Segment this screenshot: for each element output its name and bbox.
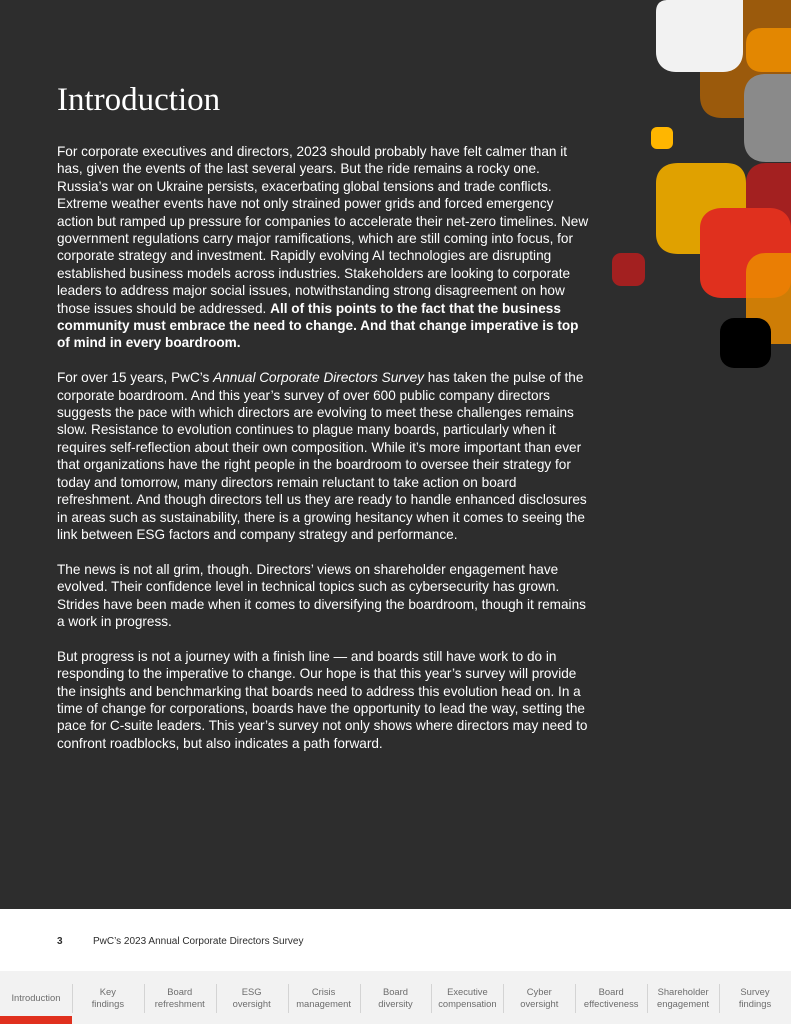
body-paragraph	[57, 561, 589, 631]
paragraph-text: The news is not all grim, though. Directors’ views on shareholder engagement have evolved. Their confidence level in technical topics such as cybersecurity has grown. Strides have been made when it comes to diversifying the boardroom, though it remains a work in progress.	[57, 561, 586, 629]
decor-small-red-shape	[612, 253, 645, 286]
decor-small-gold-shape	[651, 127, 673, 149]
nav-tab-board-diversity[interactable]: Board diversity	[360, 971, 432, 1024]
body-paragraph	[57, 369, 589, 543]
paragraph-text: But progress is not a journey with a finish line — and boards still have work to do in responding to the imperative to change. Our hope is that this year’s survey will provide the insights and benchmarking that boards need to address this evolution head on. In a time of change for corporations, boards have the opportunity to lead the way, setting the pace for C-suite leaders. This year’s survey not only shows where directors may need to confront roadblocks, but also indicates a path forward.	[57, 648, 588, 751]
nav-tab-survey-findings[interactable]: Survey findings	[719, 971, 791, 1024]
page-title: Introduction	[57, 82, 221, 118]
decor-white-shape	[656, 0, 743, 72]
nav-tab-board-refreshment[interactable]: Board refreshment	[144, 971, 216, 1024]
paragraph-text: For over 15 years, PwC’s	[57, 370, 214, 386]
paragraph-text: has taken the pulse of the corporate boardroom. And this year’s survey of over 600 public company directors suggests the pace with which directors are evolving to meet these challenges remains slow. Resistance to evolution continues to plague many boards, particularly when it requires self-reflection about their own composition. While it’s more important than ever that organizations have the right people in the boardroom to oversee their strategy for today and tomorrow, many directors remain reluctant to take action on board refreshment. And though directors tell us they are ready to handle enhanced disclosures in areas such as sustainability, there is a growing hesitancy when it comes to seeing the link between ESG factors and company strategy and performance.	[57, 370, 587, 542]
paragraph-text: For corporate executives and directors, 2023 should probably have felt calmer than it has, given the events of the last several years. But the ride remains a rocky one. Russia’s war on Ukraine persists, exacerbating global tensions and trade conflicts. Extreme weather events have not only strained power grids and forced emergency action but ramped up pressure for companies to accelerate their net-zero timelines. New government regulations carry major ramifications, which are still coming into focus, for corporate strategy and investment. Rapidly evolving AI technologies are disrupting established business models across industries. Stakeholders are looking to corporate leaders to address major social issues, notwithstanding strong disagreement on how those issues should be addressed.	[57, 144, 589, 316]
nav-tab-shareholder-engagement[interactable]: Shareholder engagement	[647, 971, 719, 1024]
paragraph-emphasis: All of this points to the fact that the business community must embrace the need to change. And that change imperative is top of mind in every boardroom.	[57, 300, 579, 351]
section-navigation	[0, 971, 791, 1024]
page-footer	[57, 936, 303, 947]
nav-tab-introduction[interactable]: Introduction	[0, 971, 72, 1024]
body-paragraph	[57, 648, 589, 752]
nav-tab-key-findings[interactable]: Key findings	[72, 971, 144, 1024]
decor-grey-shape	[744, 74, 791, 162]
publication-title: PwC’s 2023 Annual Corporate Directors Survey	[93, 936, 304, 947]
page-number: 3	[57, 936, 63, 947]
decor-orange-shape	[746, 28, 791, 72]
nav-tab-esg-oversight[interactable]: ESG oversight	[216, 971, 288, 1024]
nav-tab-crisis-management[interactable]: Crisis management	[288, 971, 360, 1024]
nav-tab-board-effectiveness[interactable]: Board effectiveness	[575, 971, 647, 1024]
nav-tab-executive-compensation[interactable]: Executive compensation	[431, 971, 503, 1024]
survey-title: Annual Corporate Directors Survey	[213, 370, 424, 386]
body-paragraph	[57, 143, 589, 352]
body-text	[57, 143, 589, 770]
nav-tab-cyber-oversight[interactable]: Cyber oversight	[503, 971, 575, 1024]
decor-black-shape	[720, 318, 771, 368]
